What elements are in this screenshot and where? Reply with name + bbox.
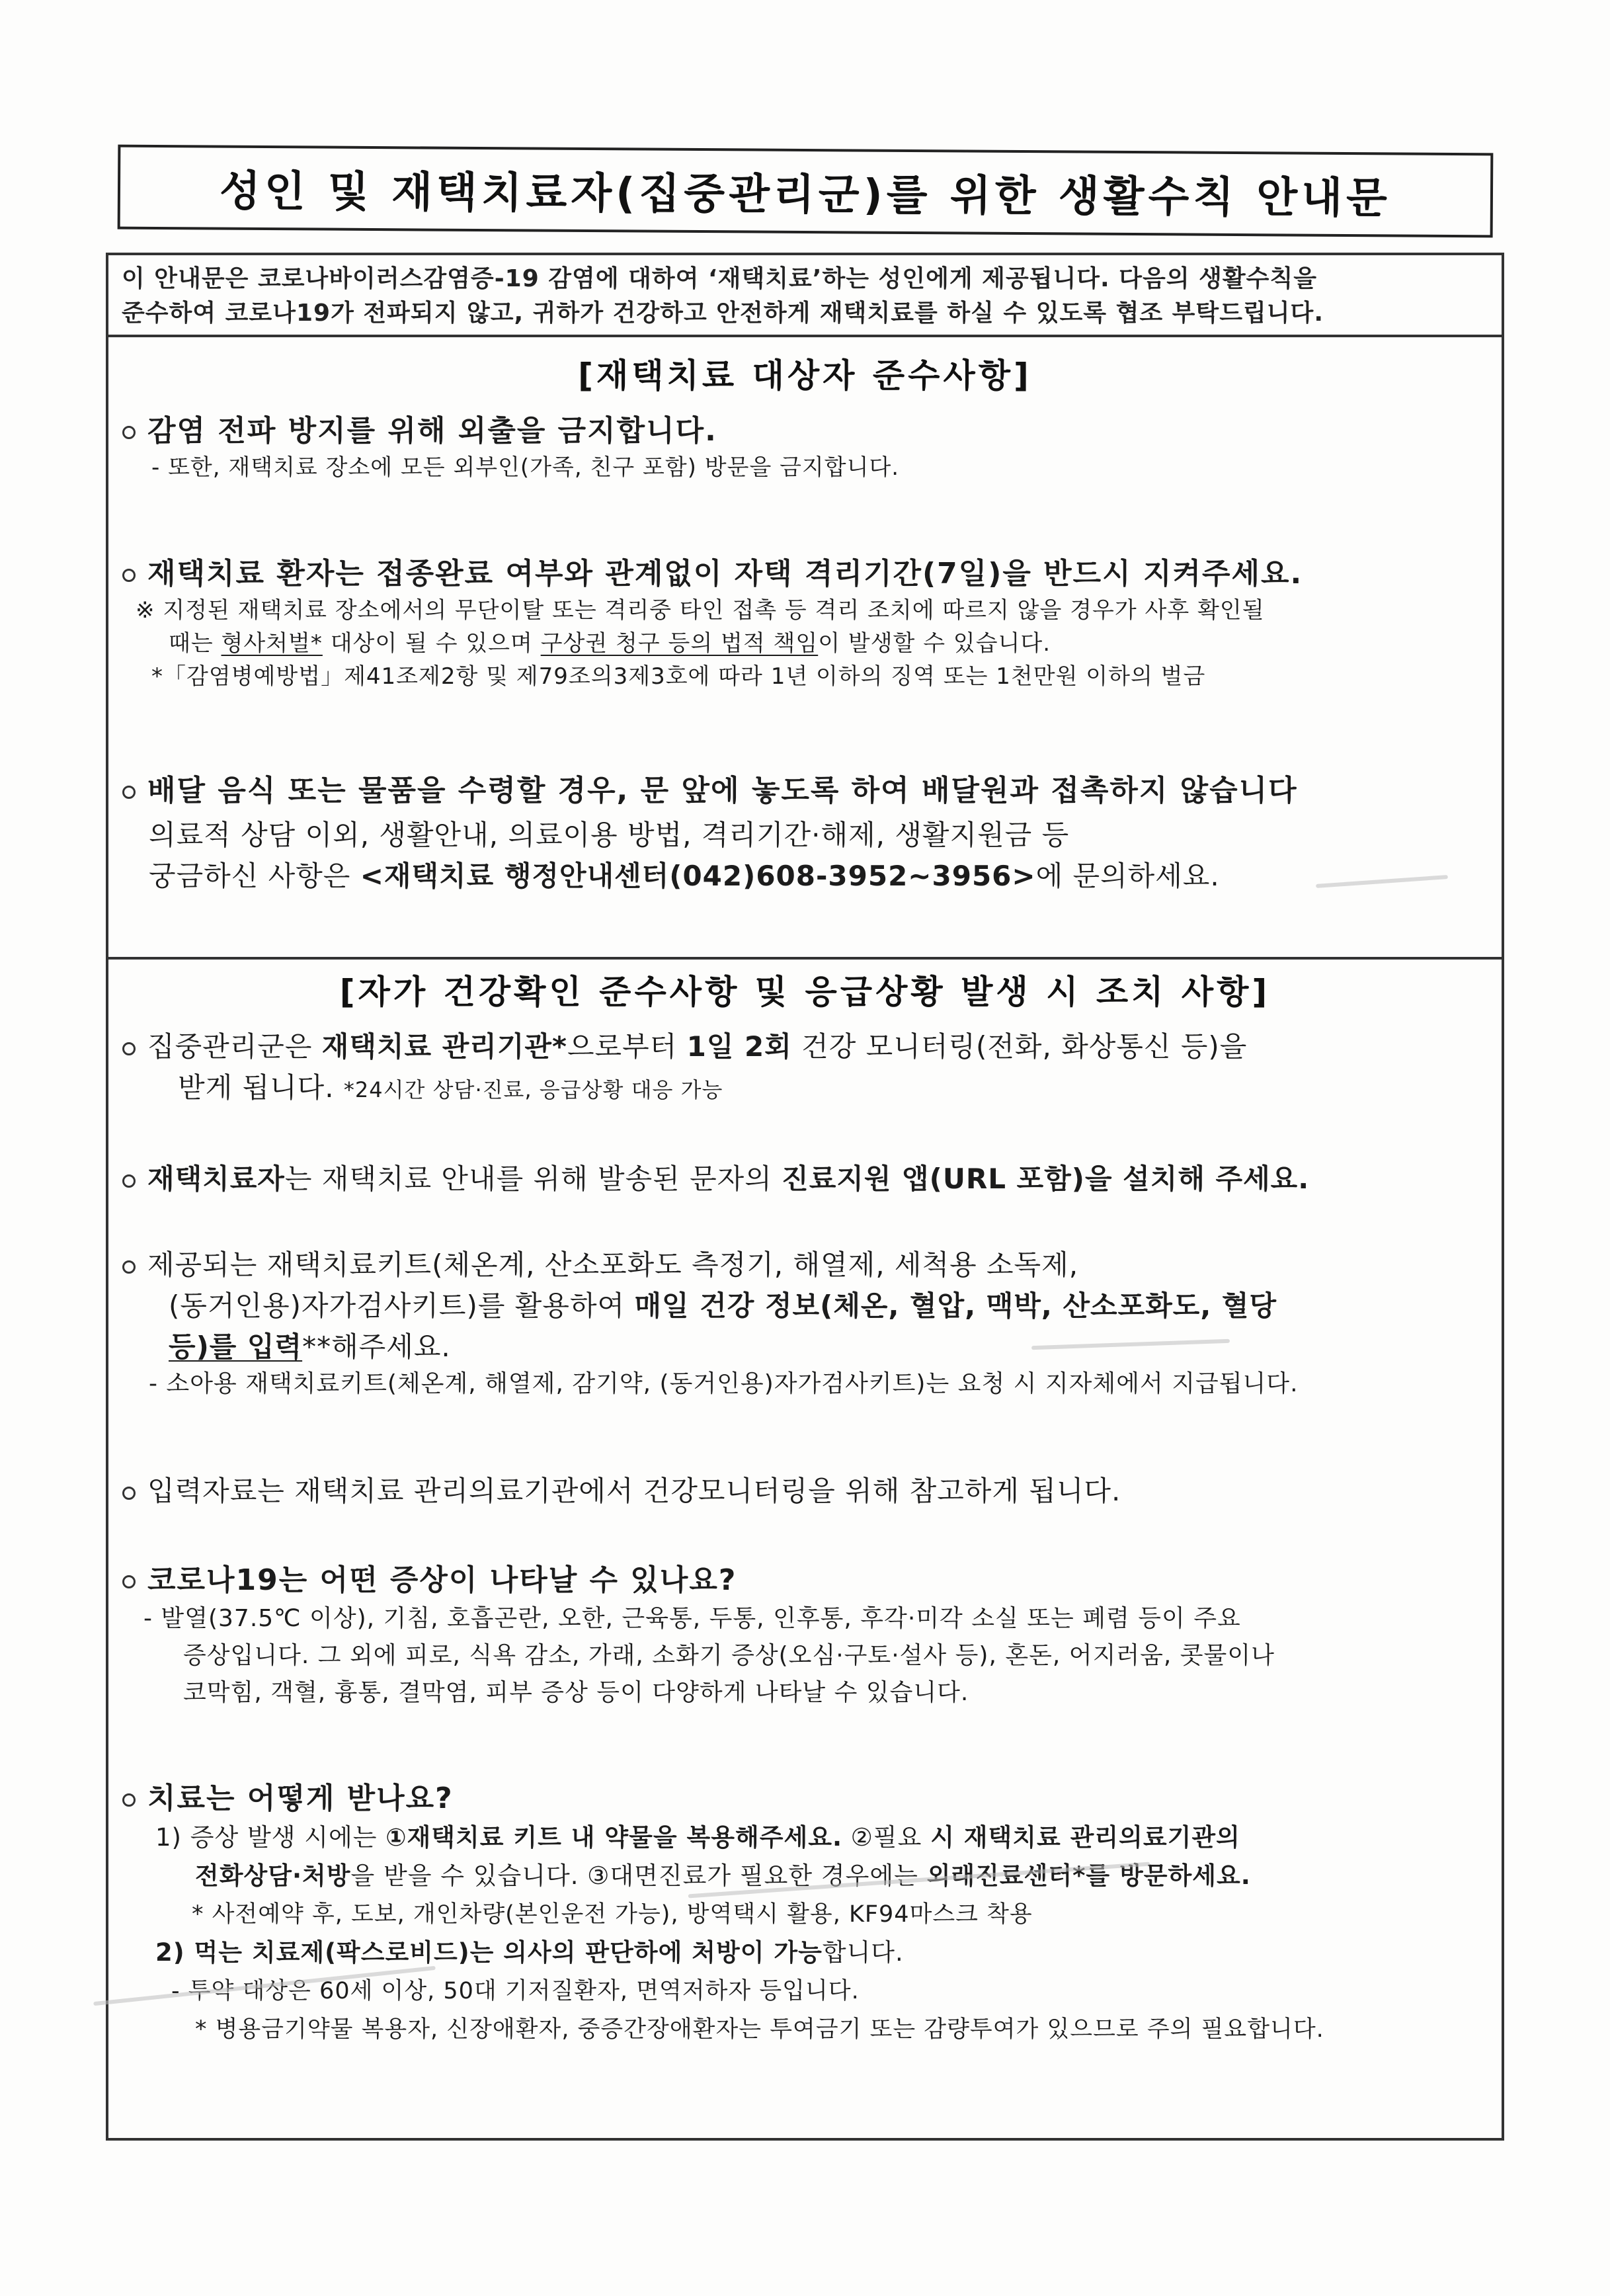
care-item-monitoring <box>122 1026 1494 1110</box>
bullet-icon <box>122 1575 136 1588</box>
note-text: 때는 <box>169 630 221 657</box>
bullet-icon <box>122 1042 136 1055</box>
rule-line: 의료적 상담 이외, 생활안내, 의료이용 방법, 격리기간·해제, 생활지원금 등 <box>149 819 1070 851</box>
treatment-note: * 사전예약 후, 도보, 개인차량(본인운전 가능), 방역택시 활용, KF94마스크 착용 <box>192 1901 1033 1928</box>
bold-text: 1일 2회 <box>686 1030 792 1063</box>
intro-line-1: 이 안내문은 코로나바이러스감염증-19 감염에 대하여 ‘재택치료’하는 성인에게 제공됩니다. 다음의 생활수칙을 <box>122 265 1318 292</box>
bold-text: 매일 건강 정보(체온, 혈압, 맥박, 산소포화도, 혈당 <box>634 1290 1277 1322</box>
rule-footnote: *「감염병예방법」제41조제2항 및 제79조의3제3호에 따라 1년 이하의 징역 또는 1천만원 이하의 벌금 <box>151 663 1206 690</box>
section-heading-1: [재택치료 대상자 준수사항] <box>578 356 1032 395</box>
bullet-icon <box>122 569 136 582</box>
bullet-icon <box>122 426 136 439</box>
text: 는 재택치료 안내를 위해 발송된 문자의 <box>284 1163 782 1195</box>
contact-text: 궁금하신 사항은 <box>149 860 360 892</box>
rule-title: 감염 전파 방지를 위해 외출을 금지합니다. <box>147 414 717 448</box>
note-underlined-text: 형사처벌* <box>221 630 323 657</box>
care-item-app <box>122 1159 1494 1200</box>
bullet-icon <box>122 1260 136 1274</box>
care-item-input-data <box>122 1471 1494 1512</box>
rule-item-no-outing <box>122 411 1494 484</box>
treatment-note: - 투약 대상은 60세 이상, 50대 기저질환자, 면역저하자 등입니다. <box>171 1978 860 2004</box>
bold-text: 전화상담·처방 <box>195 1862 351 1890</box>
bullet-icon <box>122 786 136 799</box>
care-item-kit <box>122 1245 1494 1401</box>
kit-sub: - 소아용 재택치료키트(체온계, 해열제, 감기약, (동거인용)자가검사키트)는 요청 시 지자체에서 지급됩니다. <box>149 1370 1299 1397</box>
text: 합니다. <box>822 1938 904 1967</box>
treatment-note: * 병용금기약물 복용자, 신장애환자, 중증간장애환자는 투여금기 또는 감량투여가 있으므로 주의 필요합니다. <box>195 2016 1324 2043</box>
section-divider <box>106 957 1504 960</box>
bold-text: ①재택치료 키트 내 약물을 복용해주세요. <box>385 1823 842 1852</box>
bold-text: 등)를 입력 <box>169 1331 303 1363</box>
bold-text: 진료지원 앱(URL 포함)을 설치해 주세요. <box>782 1163 1310 1195</box>
care-item-treatment <box>122 1779 1494 2049</box>
section-heading-2: [자가 건강확인 준수사항 및 응급상황 발생 시 조치 사항] <box>339 973 1271 1011</box>
title-box <box>118 145 1494 238</box>
text: **해주세요. <box>302 1331 451 1363</box>
contact-text: 에 문의하세요. <box>1035 860 1220 892</box>
rule-line-contact <box>122 856 1494 897</box>
rule-title: 코로나19는 어떤 증상이 나타날 수 있나요? <box>147 1563 737 1597</box>
rule-note: ※ 지정된 재택치료 장소에서의 무단이탈 또는 격리중 타인 접촉 등 격리 조치에 따르지 않을 경우가 사후 확인될 <box>136 597 1265 624</box>
rule-sub: - 또한, 재택치료 장소에 모든 외부인(가족, 친구 포함) 방문을 금지합니다. <box>151 454 900 481</box>
rule-item-isolation <box>122 554 1494 693</box>
text: 을 받을 수 있습니다. ③대면진료가 필요한 경우에는 <box>350 1862 927 1890</box>
rule-title: 배달 음식 또는 물품을 수령할 경우, 문 앞에 놓도록 하여 배달원과 접촉하지 않습니다 <box>147 774 1298 807</box>
bold-text: 재택치료 관리기관* <box>321 1030 567 1063</box>
intro-box <box>106 253 1504 337</box>
note-text: *24시간 상담·진료, 응급상황 대응 가능 <box>343 1077 723 1102</box>
bullet-icon <box>122 1487 136 1500</box>
bold-text: 시 재택치료 관리의료기관의 <box>930 1823 1240 1852</box>
document-title: 성인 및 재택치료자(집중관리군)를 위한 생활수칙 안내문 <box>219 167 1392 224</box>
bullet-icon <box>122 1174 136 1188</box>
rule-title: 재택치료 환자는 접종완료 여부와 관계없이 자택 격리기간(7일)을 반드시 지켜주세요. <box>147 557 1303 591</box>
text: 집중관리군은 <box>147 1030 322 1063</box>
text: 받게 됩니다. <box>178 1071 335 1104</box>
note-text: 대상이 될 수 있으며 <box>322 630 541 657</box>
text: 입력자료는 재택치료 관리의료기관에서 건강모니터링을 위해 참고하게 됩니다. <box>147 1475 1121 1507</box>
note-underlined-text: 구상권 청구 등의 법적 책임 <box>540 630 819 657</box>
bold-text: 재택치료자 <box>147 1163 285 1195</box>
text: ②필요 <box>842 1823 931 1852</box>
rule-title: 치료는 어떻게 받나요? <box>147 1782 454 1815</box>
rule-note-2 <box>122 627 1494 660</box>
text: 1) 증상 발생 시에는 <box>155 1823 386 1852</box>
symptom-line: 코막힘, 객혈, 흉통, 결막염, 피부 증상 등이 다양하게 나타날 수 있습니다. <box>183 1679 969 1706</box>
rule-item-delivery <box>122 771 1494 897</box>
contact-center: <재택치료 행정안내센터(042)608-3952~3956> <box>360 860 1036 892</box>
text: 으로부터 <box>567 1030 687 1063</box>
bold-text: 외래진료센터*를 방문하세요. <box>926 1862 1251 1890</box>
text: (동거인용)자가검사키트)를 활용하여 <box>169 1290 635 1322</box>
text: 건강 모니터링(전화, 화상통신 등)을 <box>791 1030 1248 1063</box>
symptom-line: - 발열(37.5℃ 이상), 기침, 호흡곤란, 오한, 근육통, 두통, 인후통, 후각·미각 소실 또는 폐렴 등이 주요 <box>143 1605 1241 1632</box>
bullet-icon <box>122 1793 136 1807</box>
care-item-symptoms <box>122 1561 1494 1711</box>
bold-text: 2) 먹는 치료제(팍스로비드)는 의사의 판단하에 처방이 가능 <box>155 1938 823 1967</box>
intro-line-2: 준수하여 코로나19가 전파되지 않고, 귀하가 건강하고 안전하게 재택치료를 하실 수 있도록 협조 부탁드립니다. <box>122 300 1324 327</box>
note-text: 이 발생할 수 있습니다. <box>818 630 1051 657</box>
text: 제공되는 재택치료키트(체온계, 산소포화도 측정기, 해열제, 세척용 소독제, <box>147 1249 1079 1281</box>
symptom-line: 증상입니다. 그 외에 피로, 식욕 감소, 가래, 소화기 증상(오심·구토·설사 등), 혼돈, 어지러움, 콧물이나 <box>183 1642 1275 1669</box>
